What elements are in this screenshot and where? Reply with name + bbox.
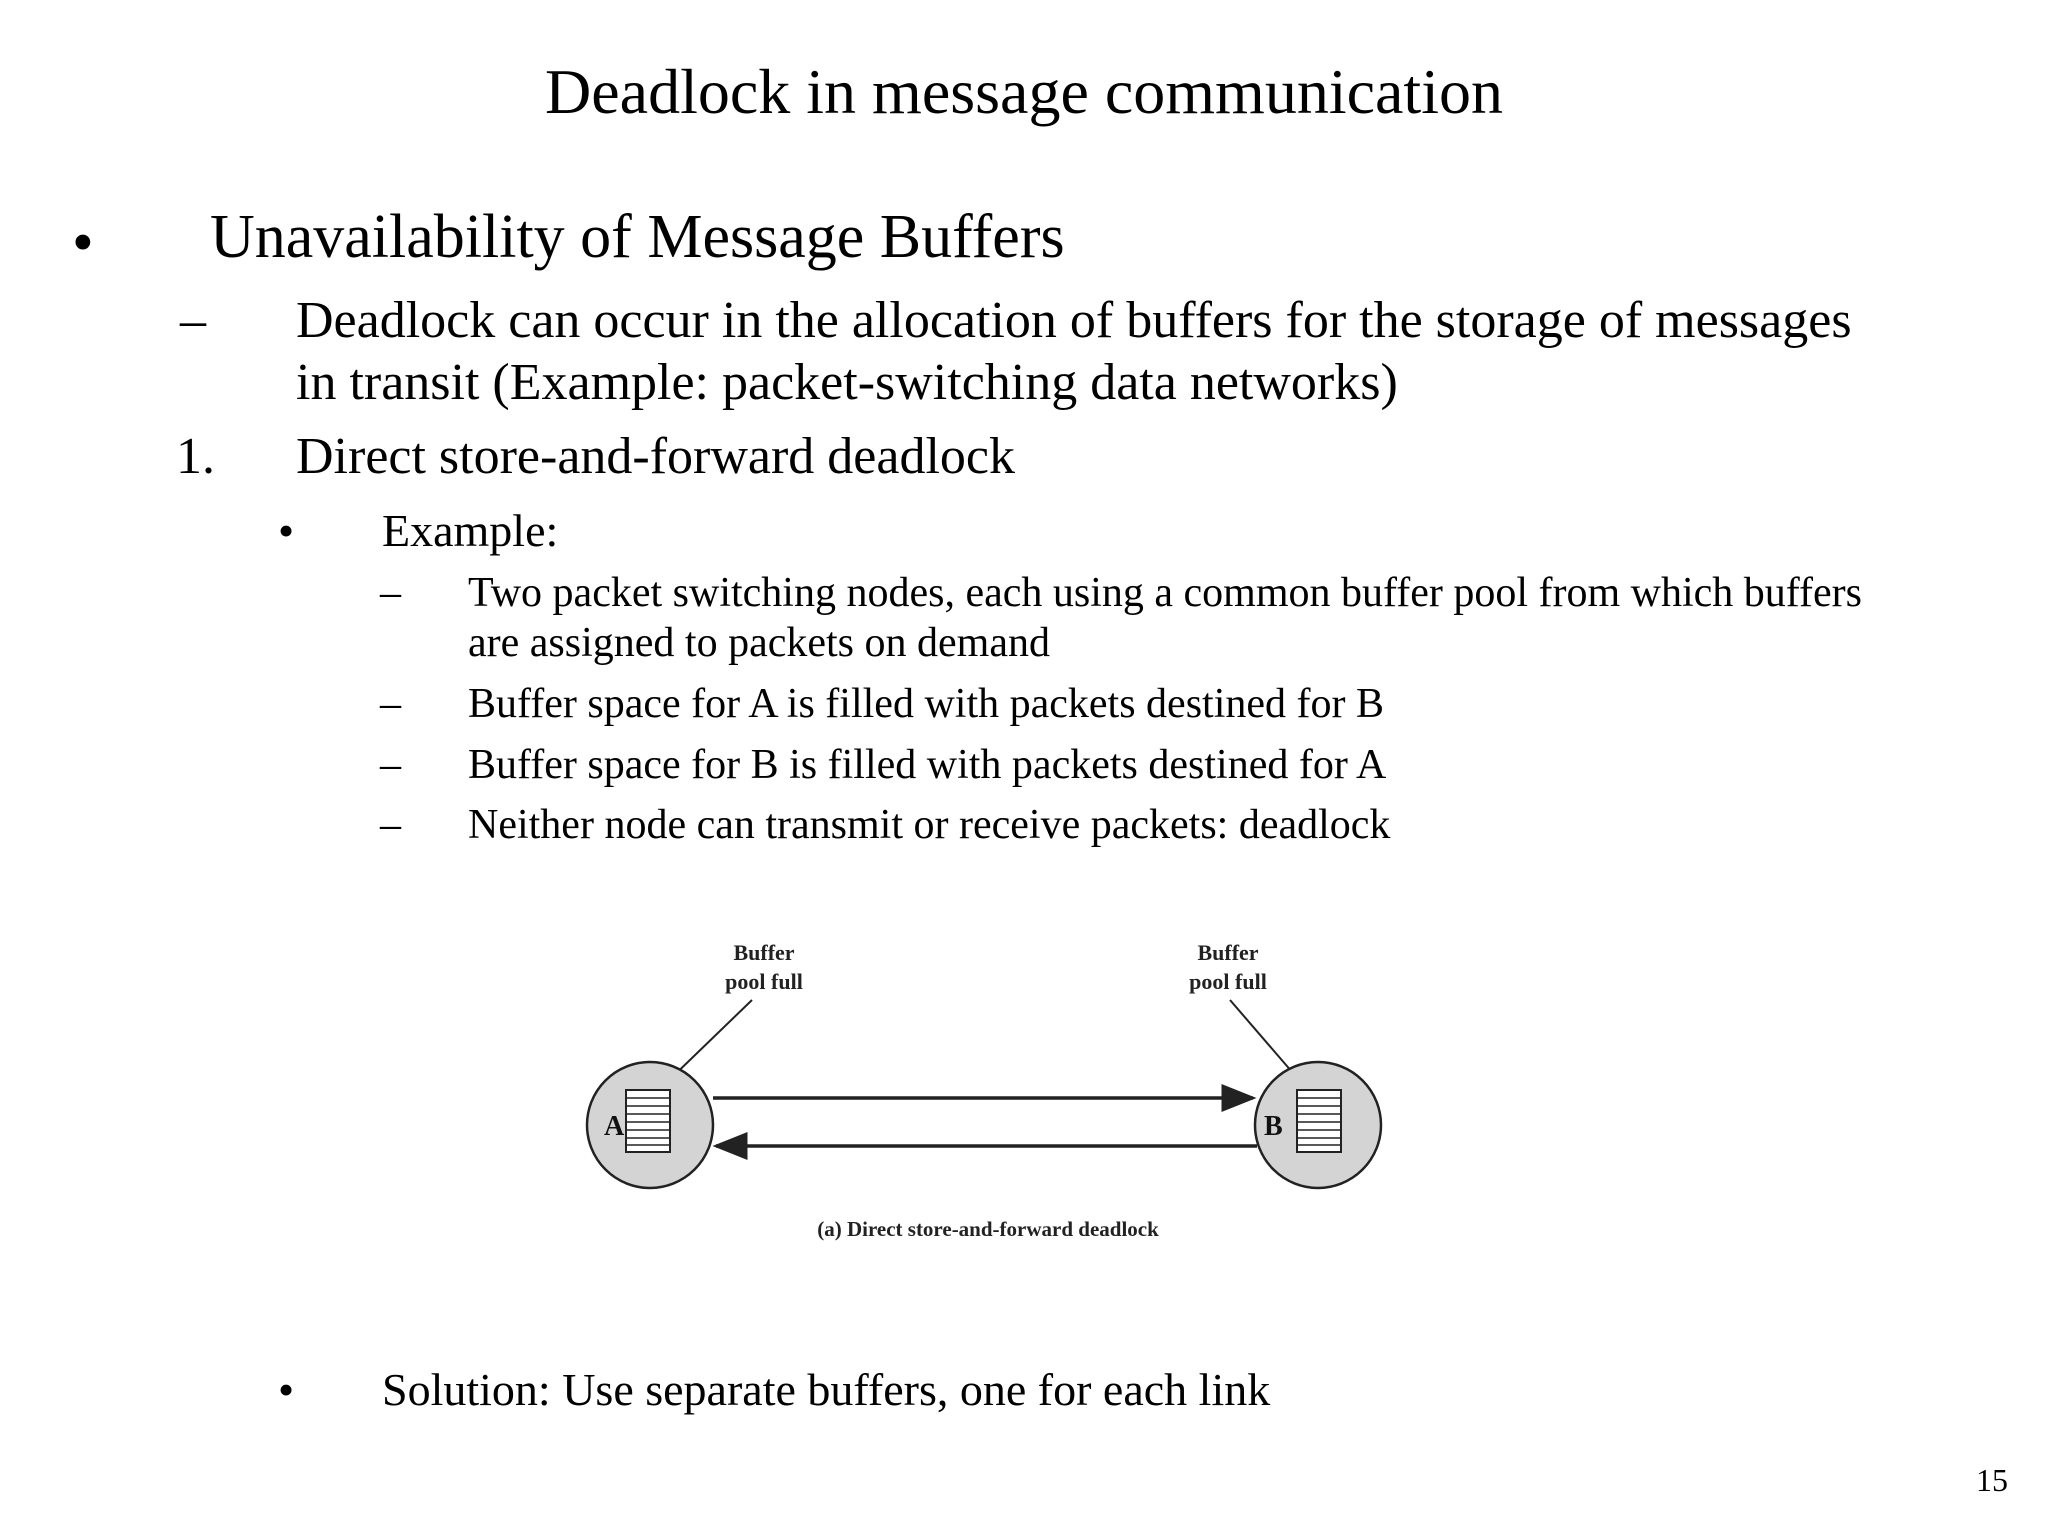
dash-glyph: – — [180, 292, 206, 349]
dash-deadlock-text-line1: Deadlock can occur in the allocation of buffers for the storage of messages — [296, 292, 1852, 349]
node-a-label: A — [604, 1111, 625, 1142]
dash-glyph: – — [380, 802, 401, 848]
bullet-glyph: • — [72, 209, 94, 277]
example-point-4: Neither node can transmit or receive packets: deadlock — [468, 802, 1391, 848]
buffer-label-b-line2: pool full — [1189, 969, 1267, 994]
bullet-glyph: • — [278, 1364, 295, 1415]
diagram-caption: (a) Direct store-and-forward deadlock — [817, 1217, 1159, 1241]
page-number: 15 — [1976, 1462, 2008, 1498]
buffer-label-b-line1: Buffer — [1197, 940, 1259, 965]
buffer-stack-a — [626, 1090, 670, 1152]
solution-bullet-text: Solution: Use separate buffers, one for each link — [382, 1364, 1271, 1415]
example-point-1-line1: Two packet switching nodes, each using a common buffer pool from which buffers — [468, 570, 1862, 616]
bullet-glyph: • — [278, 505, 295, 556]
bullet-unavailability-text: Unavailability of Message Buffers — [210, 203, 1065, 271]
node-b-label: B — [1264, 1111, 1283, 1142]
buffer-label-a-line1: Buffer — [733, 940, 795, 965]
example-bullet-text: Example: — [382, 505, 559, 556]
dash-glyph: – — [380, 681, 401, 727]
example-point-2: Buffer space for A is filled with packets destined for B — [468, 681, 1385, 727]
slide-title: Deadlock in message communication — [545, 56, 1503, 127]
dash-glyph: – — [380, 742, 401, 788]
deadlock-diagram — [560, 930, 1420, 1260]
example-point-3: Buffer space for B is filled with packets destined for A — [468, 742, 1387, 788]
buffer-label-a-line2: pool full — [725, 969, 803, 994]
dash-glyph: – — [380, 570, 401, 616]
buffer-stack-b — [1297, 1090, 1341, 1152]
numbered-item-number: 1. — [176, 428, 215, 485]
dash-deadlock-text-line2: in transit (Example: packet-switching data networks) — [296, 354, 1398, 411]
numbered-item-text: Direct store-and-forward deadlock — [296, 428, 1015, 485]
example-point-1-line2: are assigned to packets on demand — [468, 620, 1050, 666]
